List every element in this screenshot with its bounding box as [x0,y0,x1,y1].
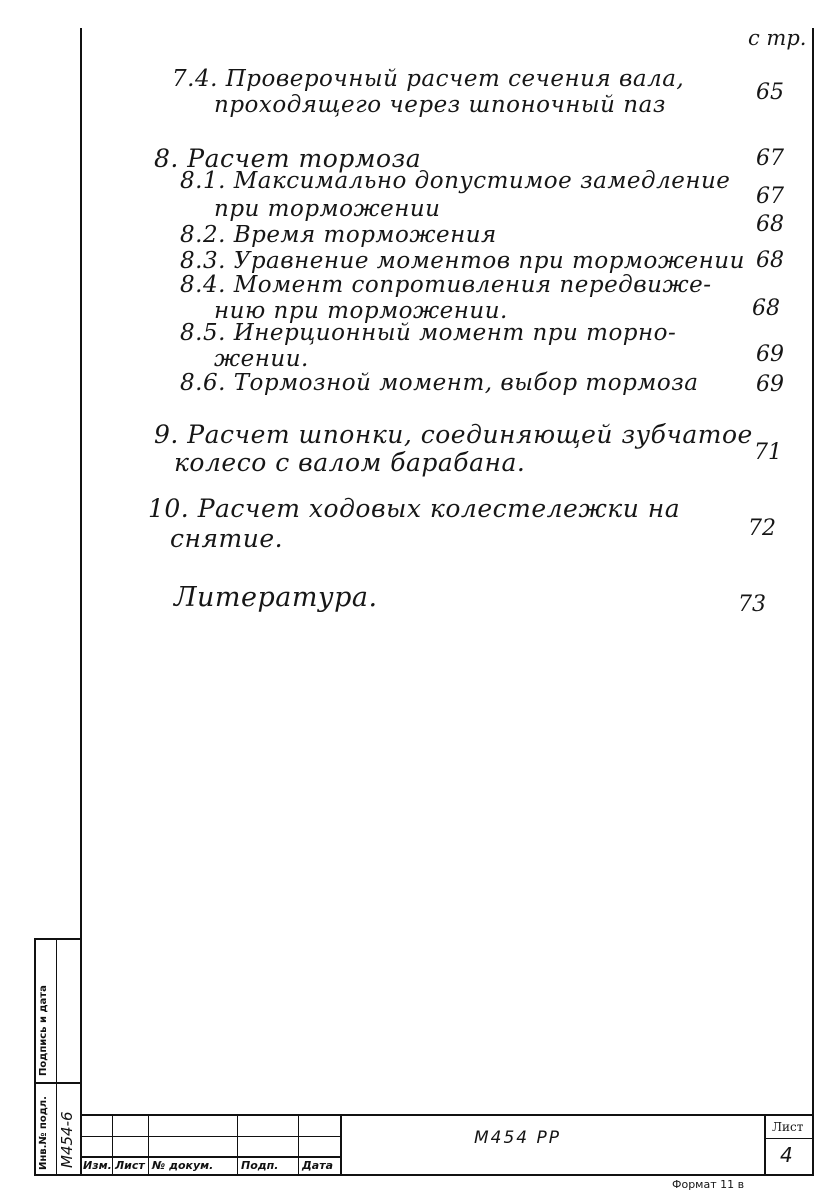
stamp-sheet-number: 4 [780,1143,793,1167]
toc-8-6-page: 69 [756,372,784,397]
stamp-col-podp: Подп. [241,1159,279,1172]
stamp-col-1 [112,1114,113,1176]
toc-8-3-page: 68 [756,248,784,273]
toc-literature: Литература. [174,582,378,613]
toc-7-4-line2: проходящего через шпоночный паз [214,92,666,118]
stamp-sheet-col [764,1114,766,1176]
toc-8-1-line1: 8.1. Максимально допустимое замедление [180,168,731,194]
margin-inv-label: Инв.№ подл. [38,1096,49,1170]
toc-8-4-line2: нию при торможении. [214,298,508,324]
toc-10-line2: снятие. [170,524,284,553]
stamp-col-docum: № докум. [152,1159,214,1172]
toc-9-line2: колесо с валом барабана. [174,448,526,477]
toc-8-title: 8. Расчет тормоза [154,144,422,173]
frame-right-border [812,28,814,1176]
margin-strip-left [34,938,36,1176]
stamp-col-3 [237,1114,238,1176]
frame-left-border [80,28,82,1176]
toc-8-2: 8.2. Время торможения [180,222,497,248]
stamp-col-list: Лист [115,1159,145,1172]
toc-8-page: 67 [756,146,784,171]
stamp-sheet-label: Лист [772,1120,804,1134]
format-label: Формат 11 в [672,1178,745,1191]
stamp-col-4 [298,1114,299,1176]
toc-8-4-page: 68 [752,296,780,321]
toc-8-1-page: 67 [756,184,784,209]
stamp-col-izm: Изм. [83,1159,112,1172]
toc-10-page: 72 [748,516,776,541]
toc-literature-page: 73 [738,592,766,617]
stamp-top-line [80,1114,814,1116]
margin-inv-value: М454-6 [58,1111,76,1168]
stamp-row-line-1 [80,1136,340,1137]
frame-bottom-border [34,1174,814,1176]
toc-10-line1: 10. Расчет ходовых колестележки на [148,494,681,523]
toc-8-3: 8.3. Уравнение моментов при торможении [180,248,745,274]
toc-8-2-page: 68 [756,212,784,237]
stamp-col-2 [148,1114,149,1176]
margin-sign-label: Подпись и дата [38,985,49,1076]
toc-7-4-line1: 7.4. Проверочный расчет сечения вала, [172,66,685,92]
toc-8-4-line1: 8.4. Момент сопротивления передвиже- [180,272,712,298]
toc-8-6: 8.6. Тормозной момент, выбор тормоза [180,370,699,396]
margin-strip-top [34,938,81,940]
toc-8-5-page: 69 [756,342,784,367]
page-column-header: с тр. [748,26,807,50]
toc-8-5-line1: 8.5. Инерционный момент при торно- [180,320,677,346]
toc-7-4-page: 65 [756,80,784,105]
toc-9-page: 71 [754,440,782,465]
toc-8-5-line2: жении. [214,346,309,372]
stamp-doc-code: М454 РР [474,1128,562,1148]
toc-9-line1: 9. Расчет шпонки, соединяющей зубчатое [154,420,753,449]
stamp-col-5 [340,1114,342,1176]
stamp-row-line-2 [80,1156,340,1158]
stamp-col-data: Дата [302,1159,334,1172]
stamp-sheet-row [764,1138,814,1139]
toc-8-1-line2: при торможении [214,196,441,222]
margin-strip-mid [56,938,57,1176]
margin-strip-divider [34,1082,81,1084]
